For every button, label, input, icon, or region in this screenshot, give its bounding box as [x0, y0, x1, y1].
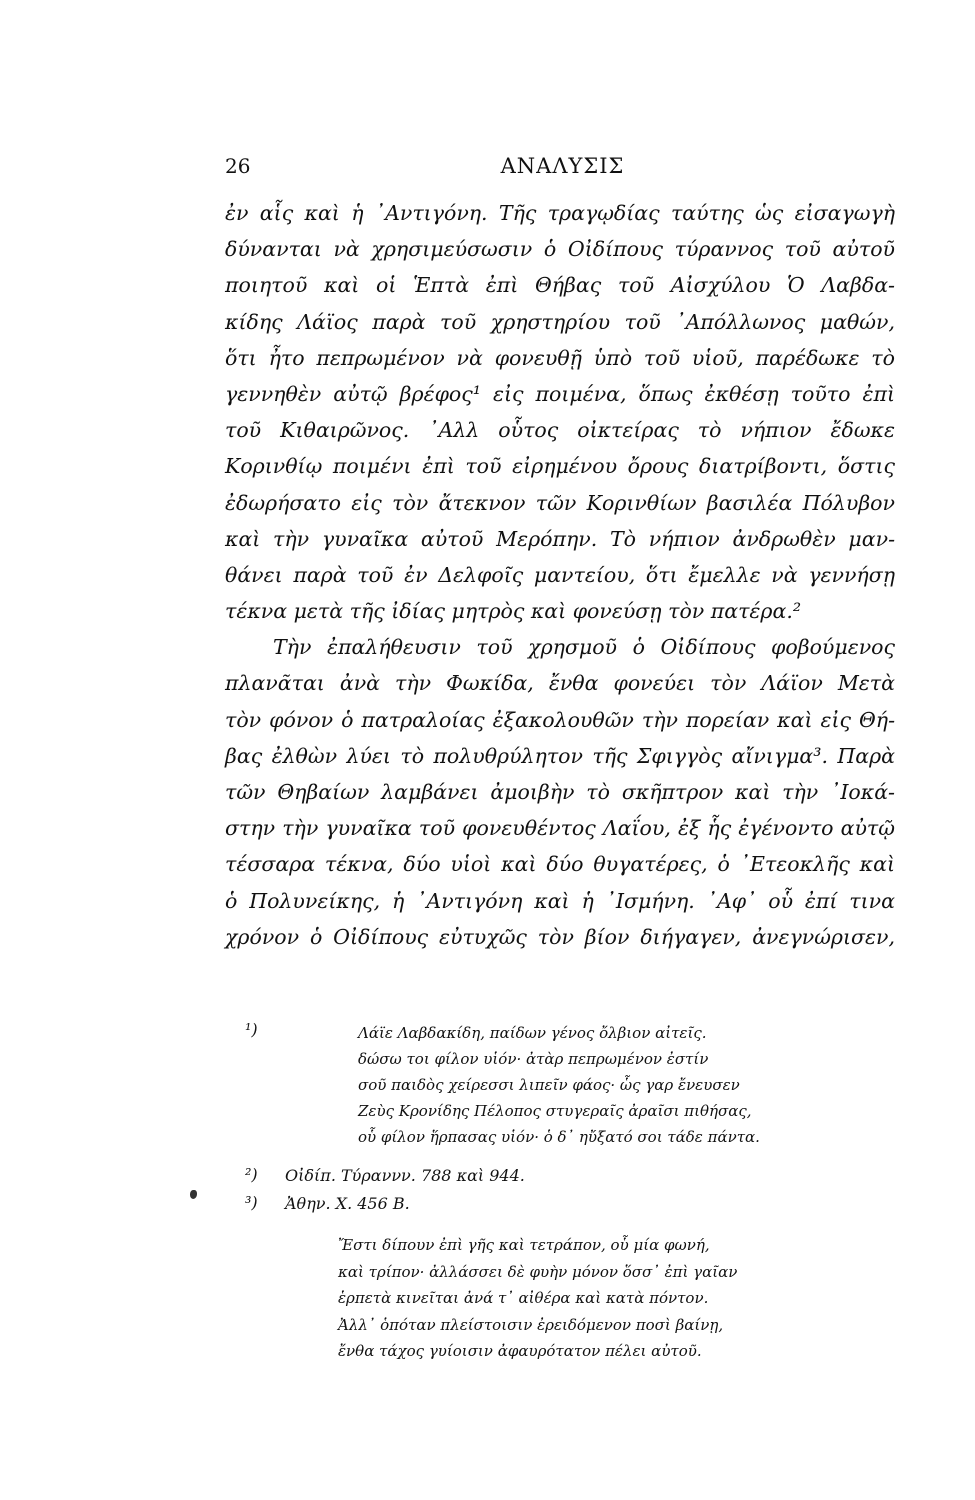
footnote-marker: ²) [245, 1165, 258, 1184]
body-line: τέκνα μετὰ τῆς ἰδίας μητρὸς καὶ φονεύσῃ τὸν πατέρα.² [225, 599, 802, 624]
body-line: κίδης Λάϊος παρὰ τοῦ χρηστηρίου τοῦ ᾿Απόλλωνος μαθών, [225, 309, 895, 334]
body-line: ἐδωρήσατο εἰς τὸν ἄτεκνον τῶν Κορινθίων βασιλέα Πόλυβον [225, 490, 895, 515]
footnote-reference: Ἀθην. X. 456 B. [285, 1194, 410, 1213]
verse-line: ἔνθα τάχος γυίοισιν ἀφαυρότατον πέλει αὐτοῦ. [338, 1342, 702, 1360]
body-line: ὁ Πολυνείκης, ἡ ᾿Αντιγόνη καὶ ἡ ᾿Ισμήνη. ᾿Αφ᾿ οὗ ἐπί τινα [225, 888, 895, 913]
body-line: στην τὴν γυναῖκα τοῦ φονευθέντος Λαΐου, ἐξ ἧς ἐγένοντο αὐτῷ [225, 816, 895, 841]
footnote-reference: Οἰδίπ. Τύραννν. 788 καὶ 944. [285, 1166, 525, 1185]
verse-line: καὶ τρίπον· ἀλλάσσει δὲ φυὴν μόνον ὅσσ᾿ ἐπὶ γαῖαν [338, 1262, 738, 1281]
body-line: τῶν Θηβαίων λαμβάνει ἀμοιβὴν τὸ σκῆπτρον καὶ τὴν ᾿Ιοκά- [225, 780, 895, 804]
body-line: καὶ τὴν γυναῖκα αὐτοῦ Μερόπην. Τὸ νήπιον ἀνδρωθὲν μαν- [225, 526, 895, 551]
body-text [225, 195, 895, 955]
body-line: τὸν φόνον ὁ πατραλοίας ἐξακολουθῶν τὴν πορείαν καὶ εἰς Θή- [225, 707, 895, 732]
footnote-verse [358, 1020, 845, 1150]
body-line: Τὴν ἐπαλήθευσιν τοῦ χρησμοῦ ὁ Οἰδίπους φοβούμενος [273, 635, 895, 660]
verse-line: δώσω τοι φίλον υἱόν· ἀτὰρ πεπρωμένον ἐστίν [358, 1050, 709, 1068]
body-line: χρόνον ὁ Οἰδίπους εὐτυχῶς τὸν βίον διήγαγεν, ἀνεγνώρισεν, [225, 924, 895, 949]
verse-line: Ἔστι δίπουν ἐπὶ γῆς καὶ τετράπον, οὗ μία φωνή, [338, 1236, 710, 1254]
footnote-marker: ³) [245, 1193, 258, 1212]
page-number: 26 [225, 154, 251, 178]
footnote-3 [245, 1190, 845, 1218]
footnote-marker: ¹) [245, 1020, 258, 1039]
body-line: γεννηθὲν αὐτῷ βρέφος¹ εἰς ποιμένα, ὅπως ἐκθέσῃ τοῦτο ἐπὶ [225, 381, 895, 406]
body-line: τέσσαρα τέκνα, δύο υἱοὶ καὶ δύο θυγατέρες, ὁ ᾿Ετεοκλῆς καὶ [225, 852, 895, 877]
footnotes [245, 1020, 845, 1218]
body-line: πλανᾶται ἀνὰ τὴν Φωκίδα, ἔνθα φονεύει τὸν Λάϊον Μετὰ [225, 671, 895, 696]
verse-line: ἑρπετὰ κινεῖται ἀνά τ᾿ αἰθέρα καὶ κατὰ πόντον. [338, 1289, 709, 1307]
verse-line: Ἀλλ᾿ ὁπόταν πλείστοισιν ἐρειδόμενον ποσὶ βαίνῃ, [338, 1315, 724, 1334]
body-line: ποιητοῦ καὶ οἱ Ἑπτὰ ἐπὶ Θήβας τοῦ Αἰσχύλου Ὁ Λαβδα- [225, 273, 895, 298]
footnote-1 [245, 1020, 845, 1150]
verse-line: Ζεὺς Κρονίδης Πέλοπος στυγεραῖς ἀραῖσι πιθήσας, [358, 1102, 752, 1120]
body-line: βας ἐλθὼν λύει τὸ πολυθρύλητον τῆς Σφιγγὸς αἴνιγμα³. Παρὰ [225, 743, 895, 768]
body-line: Κορινθίῳ ποιμένι ἐπὶ τοῦ εἰρημένου ὄρους διατρίβοντι, ὅστις [225, 454, 895, 479]
body-line: θάνει παρὰ τοῦ ἐν Δελφοῖς μαντείου, ὅτι ἔμελλε νὰ γεννήσῃ [225, 562, 895, 587]
verse-line: σοῦ παιδὸς χείρεσσι λιπεῖν φάος· ὧς γαρ ἔνευσεν [358, 1076, 740, 1094]
body-line: ἐν αἷς καὶ ἡ ᾿Αντιγόνη. Τῆς τραγῳδίας ταύτης ὡς εἰσαγωγὴ [225, 201, 895, 225]
running-title: ΑΝΑΛΥΣΙΣ [500, 154, 625, 178]
verse-line: οὗ φίλον ἥρπασας υἱόν· ὁ δ᾿ ηὔξατό σοι τάδε πάντα. [358, 1128, 760, 1146]
footnote-3-verse [338, 1232, 808, 1365]
ink-speck [190, 1190, 197, 1199]
body-line: δύνανται νὰ χρησιμεύσωσιν ὁ Οἰδίπους τύραννος τοῦ αὐτοῦ [225, 237, 895, 262]
body-line: ὅτι ἦτο πεπρωμένον νὰ φονευθῇ ὑπὸ τοῦ υἱοῦ, παρέδωκε τὸ [225, 345, 895, 370]
verse-line: Λάϊε Λαβδακίδη, παίδων γένος ὄλβιον αἰτεῖς. [358, 1024, 707, 1042]
footnote-2 [245, 1162, 845, 1190]
body-line: τοῦ Κιθαιρῶνος. ᾿Αλλ οὗτος οἰκτείρας τὸ νήπιον ἔδωκε [225, 418, 895, 443]
